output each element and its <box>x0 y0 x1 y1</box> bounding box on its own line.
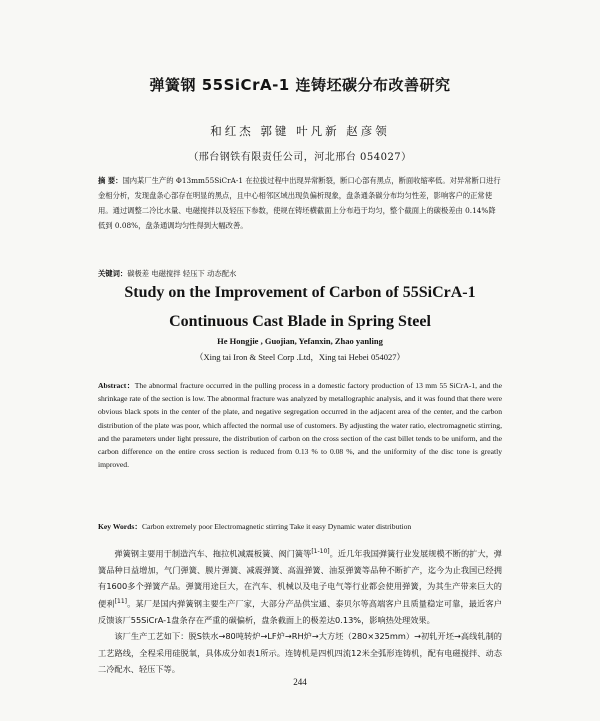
english-abstract-text: The abnormal fracture occurred in the pulling process in a domestic factory production of 13 mm 55 SiCrA-1, and the shrinkage rate of the section is low. The abnormal fracture was analyzed by metallographic analysis, and it was found that there were obvious black spots in the center of the plate, and negative segregation occurred in the adjacent area of the center, and the carbon distribution of the plate was poor, which affected the normal use of customers. By adjusting the water ratio, electromagnetic stirring, and the parameters under light pressure, the distribution of carbon on the cross section of the cast billet tends to be uniform, and the carbon difference on the entire cross section is reduced from 0.13 % to 0.08 %, and the uniformity of the disc tone is greatly improved. <box>98 381 503 470</box>
citation-ref-1: [1-10] <box>311 548 330 555</box>
citation-ref-2: [11] <box>114 598 127 606</box>
chinese-keywords-label: 关键词： <box>98 269 128 278</box>
english-affiliation: （Xing tai Iron & Steel Corp .Ltd，Xing tai Hebei 054027） <box>194 352 406 362</box>
english-keywords-label: Key Words： <box>98 522 142 531</box>
body-paragraph-2: 该厂生产工艺如下：脱S铁水→80吨转炉→LF炉→RH炉→大方坯（280×325mm）→初轧开坯→高线轧制的工艺路线，全程采用硅脱氧，具体成分如表1所示。连铸机是四机四流12米全弧形连铸机，配有电磁搅拌、动态二冷配水、轻压下等。 <box>98 631 502 674</box>
chinese-title: 弹簧钢 55SiCrA-1 连铸坯碳分布改善研究 <box>149 76 451 94</box>
body-text <box>98 544 502 677</box>
english-keywords-text: Carbon extremely poor Electromagnetic stirring Take it easy Dynamic water distribution <box>141 522 412 531</box>
english-title-line-1: Study on the Improvement of Carbon of 55SiCrA-1 <box>124 284 476 301</box>
body-p1-part-b: 。近几年我国弹簧行业发展规模不断的扩大，弹簧品种日益增加，气门弹簧、膜片弹簧、减震弹簧、高温弹簧、油泵弹簧等品种不断扩产，迄今为止我国已经拥有1600多个弹簧产品。弹簧用途巨大，在汽车、机械以及电子电气等行业都会使用弹簧，为其生产带来巨大的便利 <box>98 548 502 610</box>
english-title-line-2: Continuous Cast Blade in Spring Steel <box>169 313 431 330</box>
chinese-keywords <box>98 266 502 281</box>
body-p1-part-a: 弹簧钢主要用于制造汽车、拖拉机减震板簧、阀门簧等 <box>114 548 312 559</box>
chinese-abstract-label: 摘 要： <box>98 176 123 185</box>
english-keywords <box>98 521 502 532</box>
english-authors: He Hongjie , Guojian, Yefanxin, Zhao yanling <box>217 336 383 346</box>
chinese-authors: 和红杰 郭键 叶凡新 赵彦领 <box>210 124 390 138</box>
chinese-abstract <box>98 173 502 233</box>
english-abstract-label: Abstract： <box>98 381 135 390</box>
body-paragraph-1 <box>98 544 502 628</box>
english-abstract <box>98 379 502 471</box>
chinese-keywords-text: 碳极差 电磁搅拌 轻压下 动态配水 <box>127 269 237 278</box>
body-p1-part-c: 。某厂是国内弹簧钢主要生产厂家，大部分产品供宝通、泰贝尔等高端客户且质量稳定可靠，最近客户反馈该厂55SiCrA-1盘条存在严重的碳偏析，盘条截面上的极差达0.13%，影响热处理效果。 <box>98 599 502 626</box>
chinese-affiliation: （邢台钢铁有限责任公司，河北邢台 054027） <box>188 152 412 163</box>
chinese-abstract-text: 国内某厂生产的 Φ13mm55SiCrA-1 在拉拔过程中出现异常断裂，断口心部有黑点，断面收缩率低。对异常断口进行金相分析，发现盘条心部存在明显的黑点，且中心相邻区域出现负偏析现象，盘条通条碳分布均匀性差，影响客户的正常使用。通过调整二冷比水量、电磁搅拌以及轻压下参数，使规在铸坯横截面上分布趋于均匀，整个截面上的碳极差由 0.14%降低到 0.08%，盘条通调均匀性得到大幅改善。 <box>98 176 501 230</box>
page-number: 244 <box>293 677 307 687</box>
